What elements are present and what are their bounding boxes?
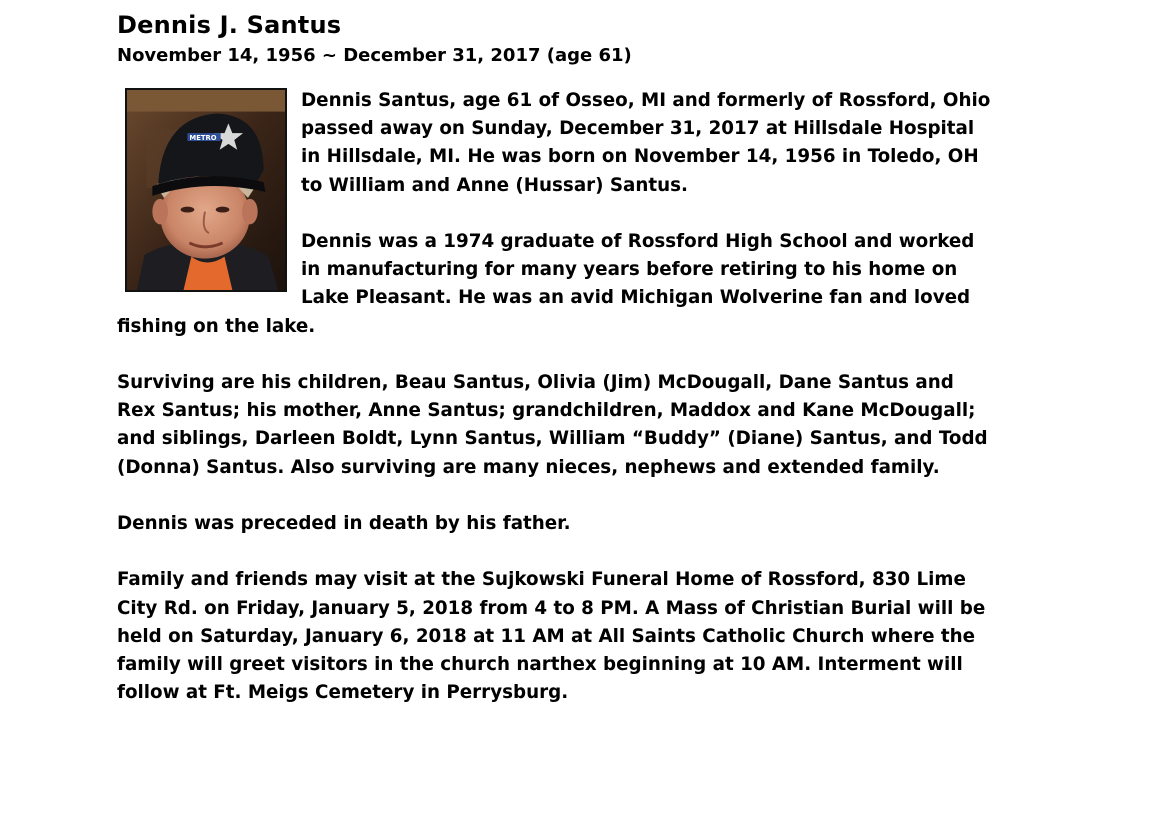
paragraph-survivors: Surviving are his children, Beau Santus, Olivia (Jim) McDougall, Dane Santus and Rex Santus; his mother, Anne Santus; grandchildren, Maddox and Kane McDougall; and siblings, Darleen Boldt, Lynn Santus, William “Buddy” (Diane) Santus, and Todd (Donna) Santus. Also surviving are many nieces, nephews and extended family.	[117, 372, 988, 478]
life-dates: November 14, 1956 ~ December 31, 2017 (age 61)	[117, 45, 632, 66]
obituary-body	[117, 87, 997, 707]
portrait-photo	[125, 88, 287, 292]
paragraph-biography: Dennis was a 1974 graduate of Rossford High School and worked in manufacturing for many years before retiring to his home on Lake Pleasant. He was an avid Michigan Wolverine fan and loved fishing on the lake.	[117, 231, 975, 337]
paragraph-intro: Dennis Santus, age 61 of Osseo, MI and formerly of Rossford, Ohio passed away on Sunday, December 31, 2017 at Hillsdale Hospital in Hillsdale, MI. He was born on November 14, 1956 in Toledo, OH to William and Anne (Hussar) Santus.	[301, 90, 991, 196]
obituary-page	[117, 10, 997, 707]
paragraph-preceded: Dennis was preceded in death by his father.	[117, 513, 571, 534]
cap-logo-text: METRO	[189, 133, 217, 143]
portrait-illustration	[127, 90, 285, 290]
page-title: Dennis J. Santus	[117, 11, 342, 39]
paragraph-services: Family and friends may visit at the Sujkowski Funeral Home of Rossford, 830 Lime City Rd. on Friday, January 5, 2018 from 4 to 8 PM. A Mass of Christian Burial will be held on Saturday, January 6, 2018 at 11 AM at All Saints Catholic Church where the family will greet visitors in the church narthex beginning at 10 AM. Interment will follow at Ft. Meigs Cemetery in Perrysburg.	[117, 569, 986, 704]
